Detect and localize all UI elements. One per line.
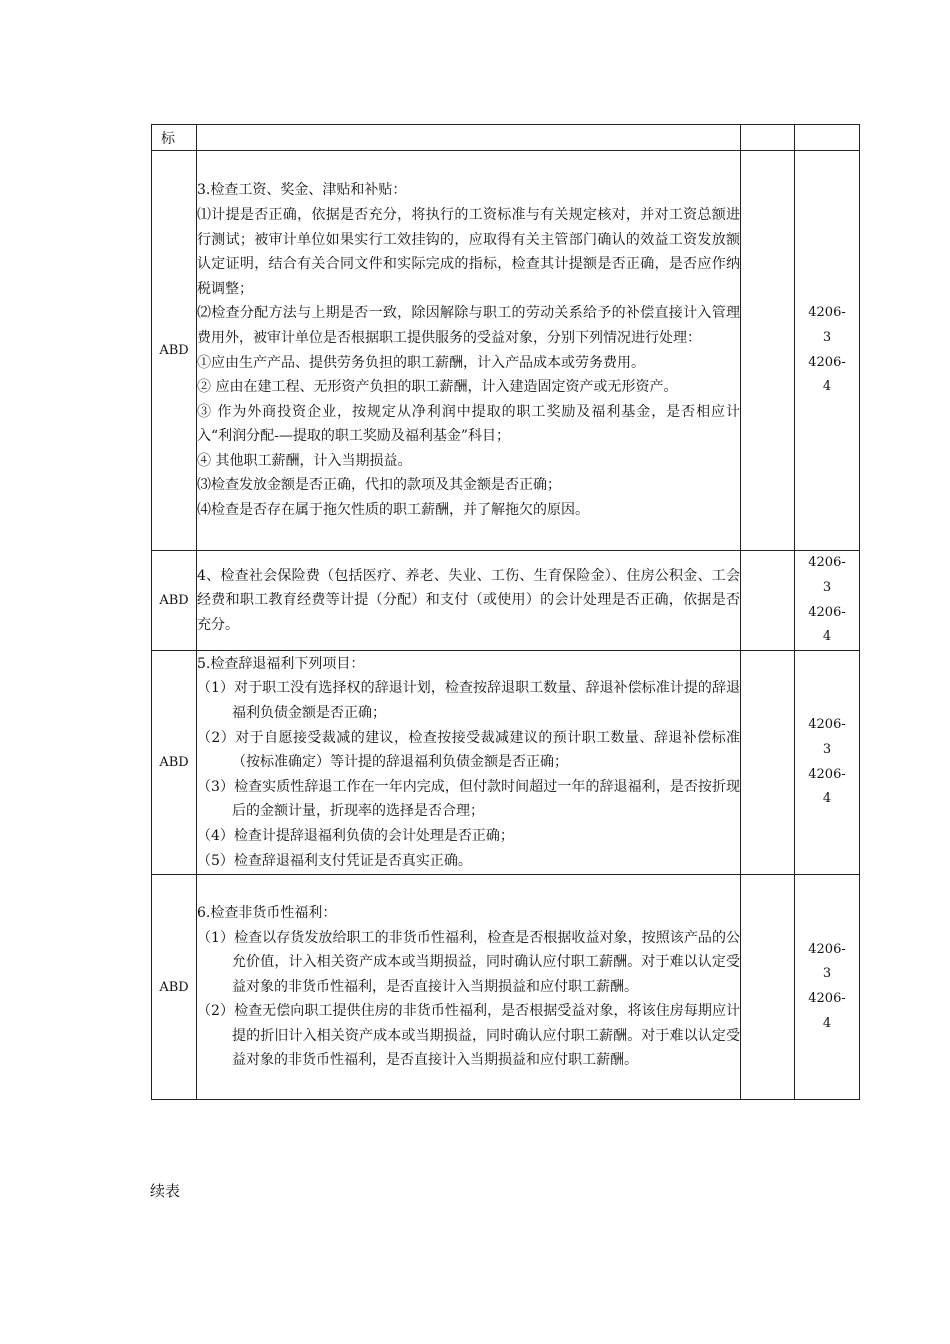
procedure-cell — [197, 151, 741, 551]
reference-line: 4206- — [808, 555, 846, 571]
procedure-cell — [197, 551, 741, 651]
reference-line: 4206- — [808, 354, 846, 370]
procedure-line: 6.检查非货币性福利： — [197, 904, 337, 921]
procedure-line: ④ 其他职工薪酬，计入当期损益。 — [197, 452, 412, 469]
objective-cell: ABD — [152, 875, 197, 1100]
table-row — [152, 151, 860, 551]
reference-line: 3 — [822, 329, 832, 345]
procedure-line: 5.检查辞退福利下列项目： — [197, 655, 365, 672]
procedure-line: ①应由生产产品、提供劳务负担的职工薪酬，计入产品成本或劳务费用。 — [197, 354, 645, 371]
audit-procedure-table — [151, 124, 860, 1100]
reference-line: 4206- — [808, 766, 846, 782]
procedure-header-cell — [197, 125, 741, 151]
col3-cell — [741, 875, 795, 1100]
table-row — [152, 551, 860, 651]
col3-cell — [741, 651, 795, 875]
procedure-line: （2）检查无偿向职工提供住房的非货币性福利，是否根据受益对象，将该住房每期应计提的折旧计入相关资产成本或当期损益，同时确认应付职工薪酬。对于难以认定受益对象的非货币性福利，是否直接计入当期损益和应付职工薪酬。 — [197, 1003, 740, 1069]
objective-header-cell: 标 — [152, 125, 197, 151]
procedure-line: （3）检查实质性辞退工作在一年内完成，但付款时间超过一年的辞退福利，是否按折现后的金额计量，折现率的选择是否合理； — [197, 778, 740, 820]
procedure-line: ③ 作为外商投资企业，按规定从净利润中提取的职工奖励及福利基金，是否相应计入“利润分配-—提取的职工奖励及福利基金”科目； — [197, 403, 740, 445]
col3-header-cell — [741, 125, 795, 151]
continued-label: 续表 — [150, 1182, 181, 1200]
reference-line: 4206- — [808, 717, 846, 733]
procedure-line: ⑵检查分配方法与上期是否一致，除因解除与职工的劳动关系给予的补偿直接计入管理费用外，被审计单位是否根据职工提供服务的受益对象，分别下列情况进行处理： — [197, 305, 740, 346]
objective-cell: ABD — [152, 151, 197, 551]
procedure-line: 4、检查社会保险费（包括医疗、养老、失业、工伤、生育保险金）、住房公积金、工会经费和职工教育经费等计提（分配）和支付（或使用）的会计处理是否正确，依据是否充分。 — [197, 567, 740, 633]
table-header-row — [152, 125, 860, 151]
ref-header-cell — [795, 125, 860, 151]
procedure-line: （1）检查以存货发放给职工的非货币性福利，检查是否根据收益对象，按照该产品的公允价值，计入相关资产成本或当期损益，同时确认应付职工薪酬。对于难以认定受益对象的非货币性福利，是否直接计入当期损益和应付职工薪酬。 — [197, 929, 740, 995]
reference-line: 3 — [822, 966, 832, 982]
reference-cell — [795, 875, 860, 1100]
col3-cell — [741, 551, 795, 651]
reference-line: 3 — [822, 741, 832, 757]
procedure-cell — [197, 651, 741, 875]
procedure-line: ② 应由在建工程、无形资产负担的职工薪酬，计入建造固定资产或无形资产。 — [197, 379, 678, 396]
table-row — [152, 875, 860, 1100]
col3-cell — [741, 151, 795, 551]
reference-line: 4206- — [808, 991, 846, 1006]
procedure-line: （1）对于职工没有选择权的辞退计划，检查按辞退职工数量、辞退补偿标准计提的辞退福利负债金额是否正确； — [197, 680, 740, 722]
reference-line: 4 — [822, 791, 832, 807]
procedure-line: （4）检查计提辞退福利负债的会计处理是否正确； — [197, 827, 514, 844]
reference-line: 4206- — [808, 604, 846, 620]
reference-line: 4 — [822, 379, 832, 395]
procedure-cell — [197, 875, 741, 1100]
reference-line: 4206- — [808, 305, 846, 321]
reference-line: 4 — [822, 629, 832, 645]
reference-line: 3 — [822, 579, 832, 595]
objective-cell: ABD — [152, 651, 197, 875]
table-row — [152, 651, 860, 875]
procedure-line: ⑶检查发放金额是否正确，代扣的款项及其金额是否正确； — [197, 477, 561, 494]
procedure-line: （2）对于自愿接受裁减的建议，检查按接受裁减建议的预计职工数量、辞退补偿标准（按标准确定）等计提的辞退福利负债金额是否正确； — [197, 729, 740, 771]
objective-cell: ABD — [152, 551, 197, 651]
reference-cell — [795, 651, 860, 875]
procedure-line: （5）检查辞退福利支付凭证是否真实正确。 — [197, 852, 472, 869]
reference-cell — [795, 551, 860, 651]
reference-cell — [795, 151, 860, 551]
procedure-line: ⑴计提是否正确，依据是否充分，将执行的工资标准与有关规定核对，并对工资总额进行测试；被审计单位如果实行工效挂钩的，应取得有关主管部门确认的效益工资发放额认定证明，结合有关合同文件和实际完成的指标，检查其计提额是否正确，是否应作纳税调整； — [197, 206, 740, 297]
procedure-line: 3.检查工资、奖金、津贴和补贴： — [197, 182, 407, 199]
reference-line: 4206- — [808, 941, 846, 957]
procedure-line: ⑷检查是否存在属于拖欠性质的职工薪酬，并了解拖欠的原因。 — [197, 502, 589, 519]
reference-line: 4 — [822, 1015, 832, 1031]
